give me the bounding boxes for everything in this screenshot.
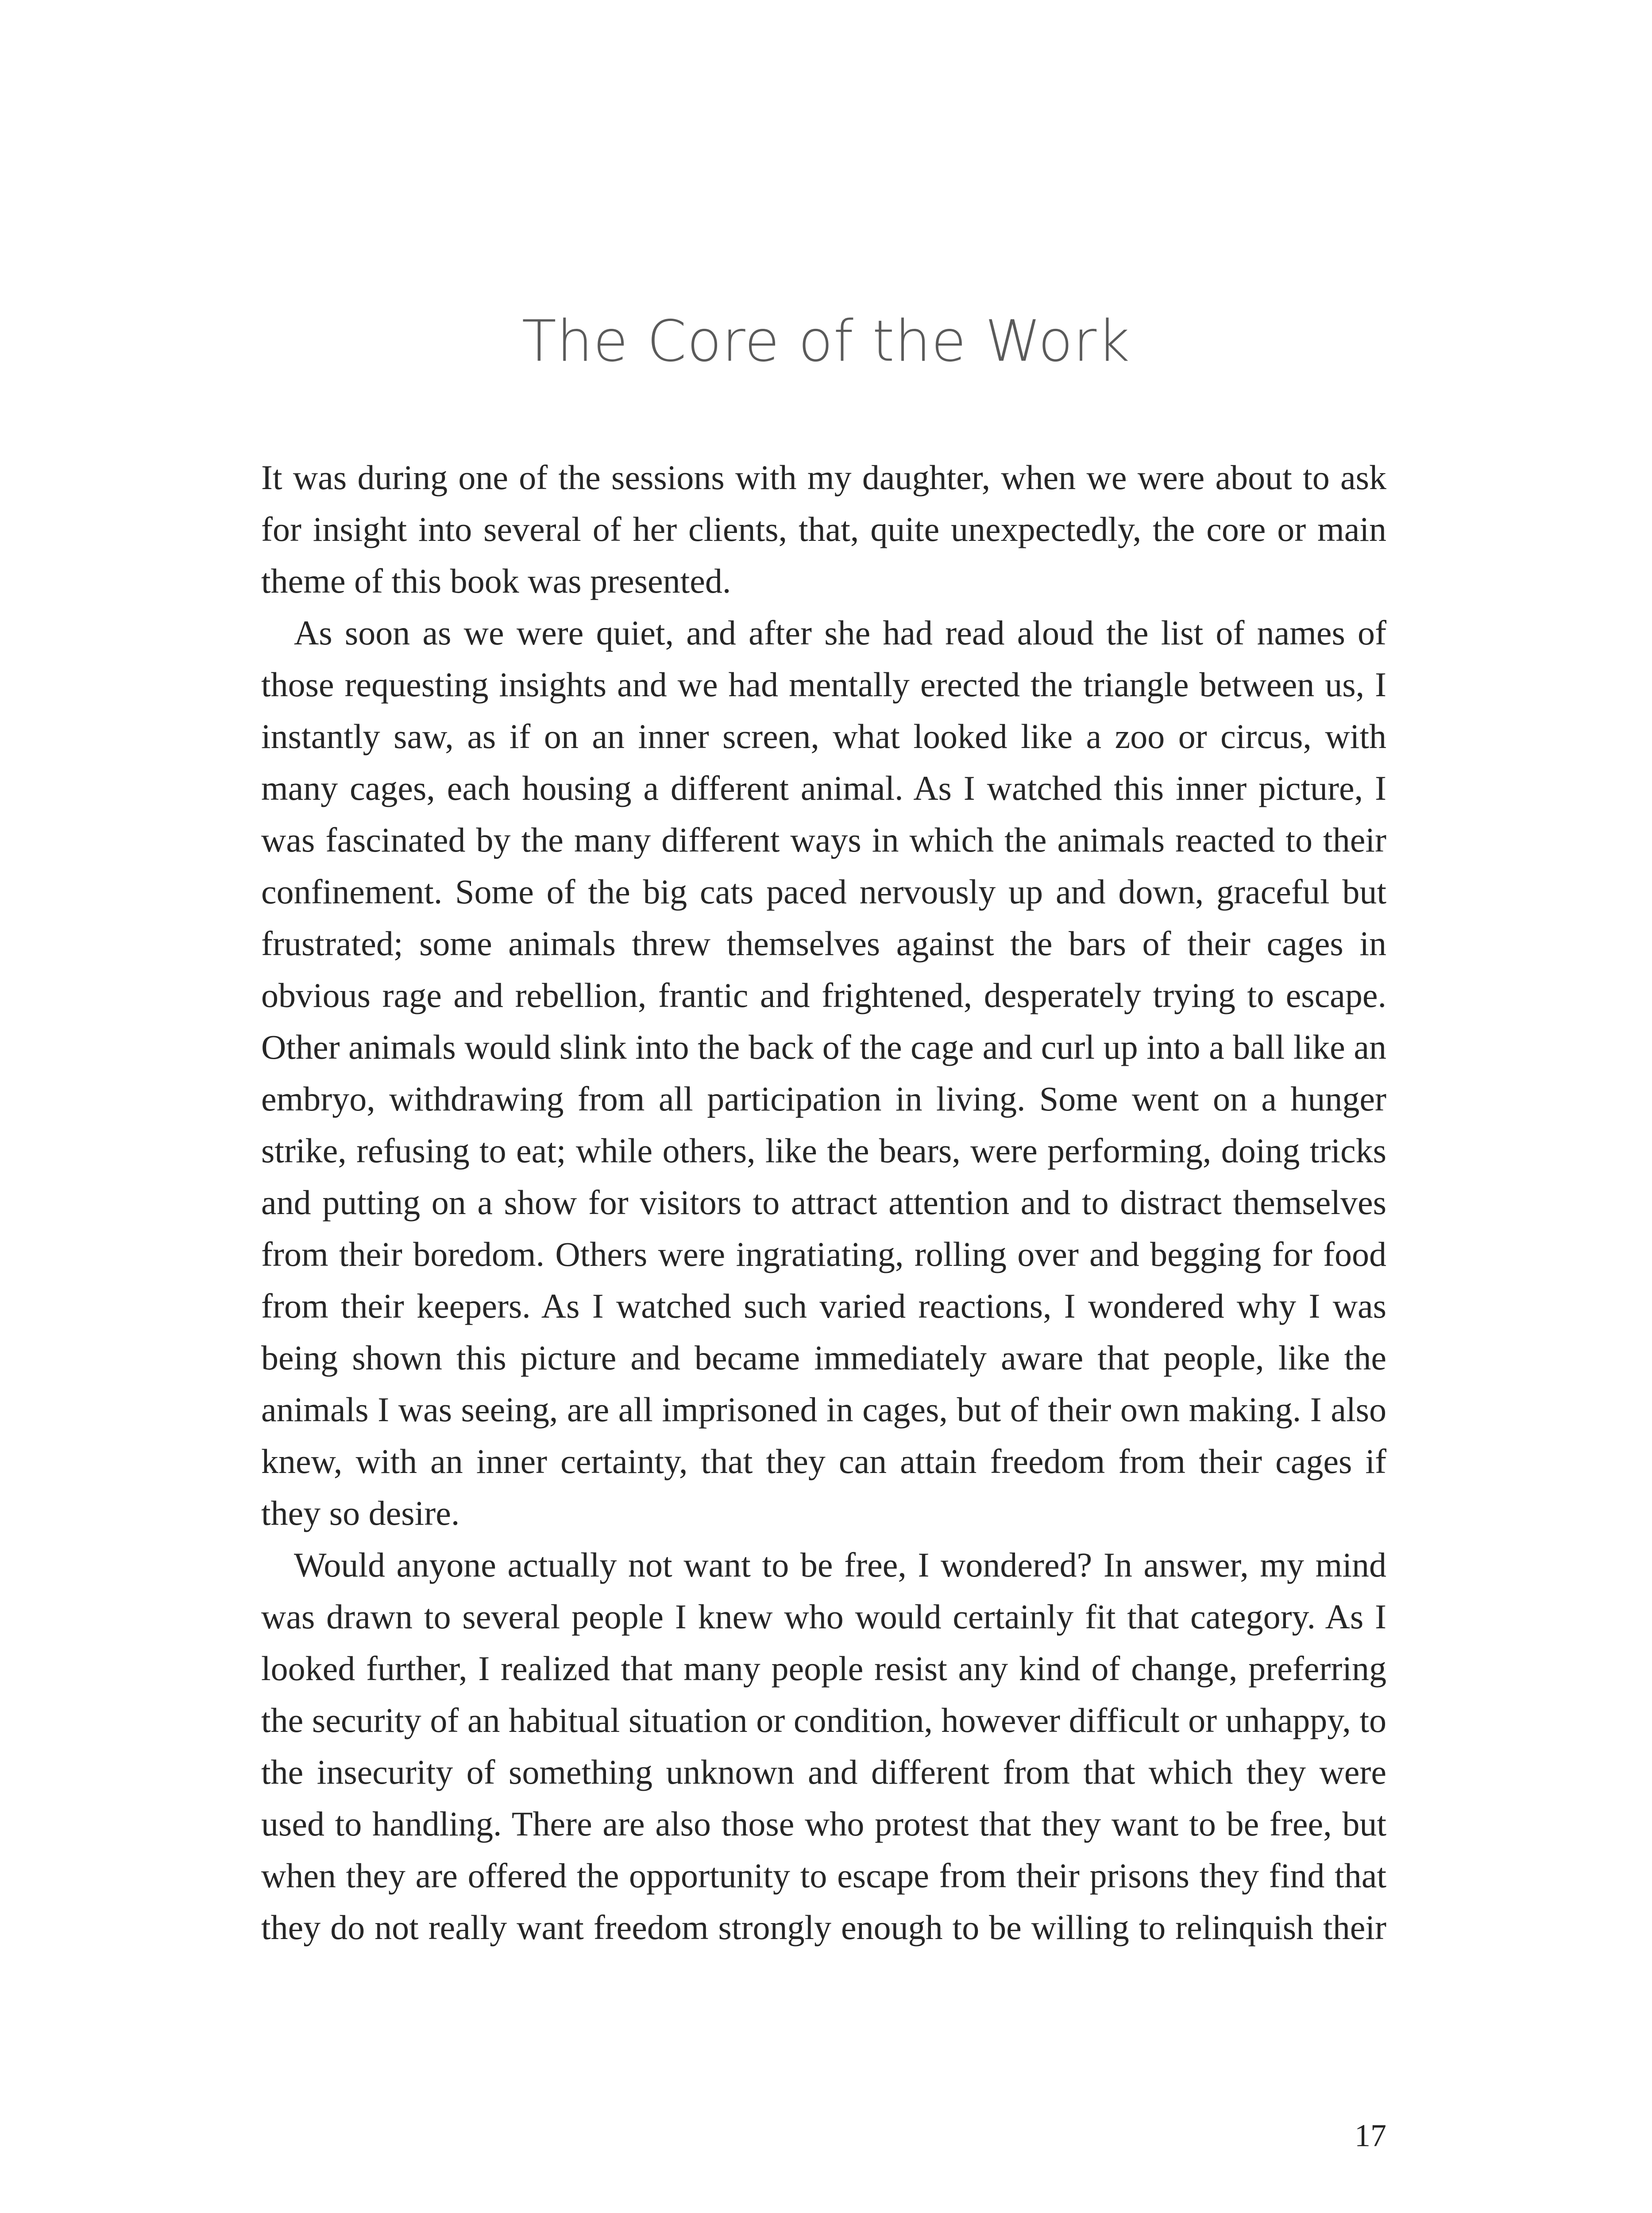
paragraph: Would anyone actually not want to be free, I wondered? In answer, my mind was drawn to several people I knew who would certainly fit that category. As I looked further, I realized that many people resist any kind of change, preferring the security of an habitual situation or condition, however difficult or unhappy, to the insecurity of something unknown and different from that which they were used to handling. There are also those who protest that they want to be free, but when they are offered the opportunity to escape from their prisons they find that they do not really want freedom strongly enough to be willing to relinquish their <box>261 1546 1386 1947</box>
chapter-title: The Core of the Work <box>521 308 1131 374</box>
page-number: 17 <box>1355 2118 1386 2153</box>
body-text <box>261 451 1386 1953</box>
paragraph: As soon as we were quiet, and after she had read aloud the list of names of those requesting insights and we had mentally erected the triangle between us, I instantly saw, as if on an inner screen, what looked like a zoo or circus, with many cages, each housing a different animal. As I watched this inner picture, I was fascinated by the many different ways in which the animals reacted to their confinement. Some of the big cats paced nervously up and down, graceful but frustrated; some animals threw themselves against the bars of their cages in obvious rage and rebellion, frantic and frightened, desperately trying to escape. Other animals would slink into the back of the cage and curl up into a ball like an embryo, withdrawing from all participation in living. Some went on a hunger strike, refusing to eat; while others, like the bears, were performing, doing tricks and putting on a show for visitors to attract attention and to distract themselves from their boredom. Others were ingratiating, rolling over and begging for food from their keepers. As I watched such varied reactions, I wondered why I was being shown this picture and became immediately aware that people, like the animals I was seeing, are all imprisoned in cages, but of their own making. I also knew, with an inner certainty, that they can attain freedom from their cages if they so desire. <box>261 613 1386 1532</box>
paragraph: It was during one of the sessions with my daughter, when we were about to ask for insight into several of her clients, that, quite unexpectedly, the core or main theme of this book was presented. <box>261 458 1386 600</box>
